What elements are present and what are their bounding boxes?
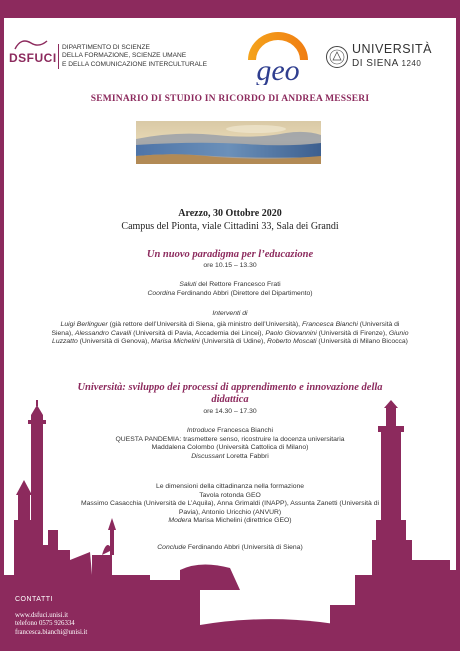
speaker-name: Giunio Luzzatto [52, 329, 409, 346]
session1-title: Un nuovo paradigma per l’educazione [146, 249, 314, 260]
dsfuci-logo-text: DSFUCI [9, 51, 57, 65]
contacts-heading: CONTATTI [15, 596, 53, 603]
dsfuci-logo [9, 45, 57, 65]
speaker-affiliation: (Università di Siena), [51, 321, 400, 337]
university-sub [352, 58, 421, 69]
event-date: Arezzo, 30 Ottobre 2020 [178, 208, 282, 219]
session1-opening [0, 281, 460, 298]
contacts-phone: telefono 0575 926334 [15, 620, 75, 628]
contacts-email[interactable]: francesca.bianchi@unisi.it [15, 628, 88, 636]
contacts-block [15, 596, 87, 637]
department-name [58, 44, 207, 69]
session2-title-line: didattica [211, 393, 249, 405]
tavola-participants: Pavia), Antonio Uricchio (ANVUR) [178, 508, 282, 516]
dimensioni-line: Le dimensioni della cittadinanza nella formazione [155, 483, 305, 490]
interventi-heading: Interventi di [212, 310, 248, 317]
seminar-title: SEMINARIO DI STUDIO IN RICORDO DI ANDREA MESSERI [90, 94, 370, 104]
speaker-name: Marisa Michelini [151, 338, 200, 346]
speaker-affiliation: (Università di Pavia, Accademia dei Lincei), [131, 329, 266, 337]
saluti-label: Saluti [179, 281, 197, 288]
university-city: DI SIENA [352, 58, 399, 69]
department-line: DIPARTIMENTO DI SCIENZE [62, 44, 150, 51]
coordina-text: Ferdinando Abbri (Direttore del Dipartimento) [175, 289, 313, 297]
speaker-name: Francesca Bianchi [301, 321, 358, 328]
modera-text: Marisa Michelini (direttrice GEO) [191, 517, 292, 525]
modera-line [0, 517, 460, 526]
landscape-painting [136, 121, 321, 164]
speaker-affiliation: (già rettore dell’Università di Siena, già ministro dell’Università), [107, 321, 302, 328]
top-banner-bar [0, 0, 460, 18]
speaker-name: Luigi Berlinguer [60, 321, 108, 328]
speaker-affiliation: (Università di Genova), [77, 338, 152, 346]
speaker-affiliation: (Università di Milano Bicocca) [316, 338, 408, 346]
coordina-line [0, 290, 460, 299]
saluti-text: del Rettore Francesco Frati [196, 281, 281, 288]
contacts-website[interactable]: www.dsfuci.unisi.it [15, 611, 68, 619]
coordina-label: Coordina [147, 289, 176, 297]
speaker-name: Roberto Moscati [267, 338, 317, 346]
modera-label: Modera [168, 517, 192, 525]
session1-time: ore 10.15 – 13.30 [203, 262, 257, 269]
university-name: UNIVERSITÀ [352, 42, 433, 56]
saluti-line [0, 281, 460, 290]
tavola-participants: Massimo Casacchia (Università de L’Aquila), Anna Grimaldi (INAPP), Assunta Zanetti (Università di [80, 500, 380, 508]
conclude-line [0, 544, 460, 553]
session2-intro [0, 427, 460, 461]
discussant-line [0, 453, 460, 462]
introduce-line [0, 427, 460, 436]
session2-title [0, 382, 460, 405]
speaker-line: Maddalena Colombo (Università Cattolica di Milano) [151, 444, 309, 452]
introduce-text: Francesca Bianchi [215, 427, 274, 434]
conclude-text: Ferdinando Abbri (Università di Siena) [185, 544, 303, 551]
event-place: Campus del Pionta, viale Cittadini 33, Sala dei Grandi [121, 221, 339, 232]
conclude-label: Conclude [157, 544, 186, 551]
speaker-name: Paolo Giovannini [265, 329, 317, 337]
round-table [0, 483, 460, 526]
university-year: 1240 [401, 59, 422, 68]
discussant-label: Discussant [191, 452, 225, 460]
tavola-line: Tavola rotonda GEO [199, 491, 261, 499]
speaker-name: Alessandro Cavalli [74, 329, 132, 337]
geo-logo-arc-icon [244, 30, 312, 85]
interventi-list [50, 321, 410, 347]
introduce-label: Introduce [186, 427, 216, 434]
geo-logo [244, 30, 312, 85]
university-seal-icon [325, 45, 349, 69]
speaker-affiliation: (Università di Firenze), [316, 329, 389, 337]
geo-logo-text: geo [256, 54, 300, 85]
department-line: E DELLA COMUNICAZIONE INTERCULTURALE [62, 60, 207, 68]
speaker-affiliation: (Università di Udine), [199, 338, 268, 346]
department-line: DELLA FORMAZIONE, SCIENZE UMANE [62, 52, 187, 60]
session2-time: ore 14.30 – 17.30 [203, 408, 257, 415]
session2-title-line: Università: sviluppo dei processi di apprendimento e innovazione della [77, 382, 383, 393]
discussant-text: Loretta Fabbri [224, 452, 269, 460]
pandemia-line: QUESTA PANDEMIA: trasmettere senso, ricostruire la docenza universitaria [115, 435, 345, 443]
